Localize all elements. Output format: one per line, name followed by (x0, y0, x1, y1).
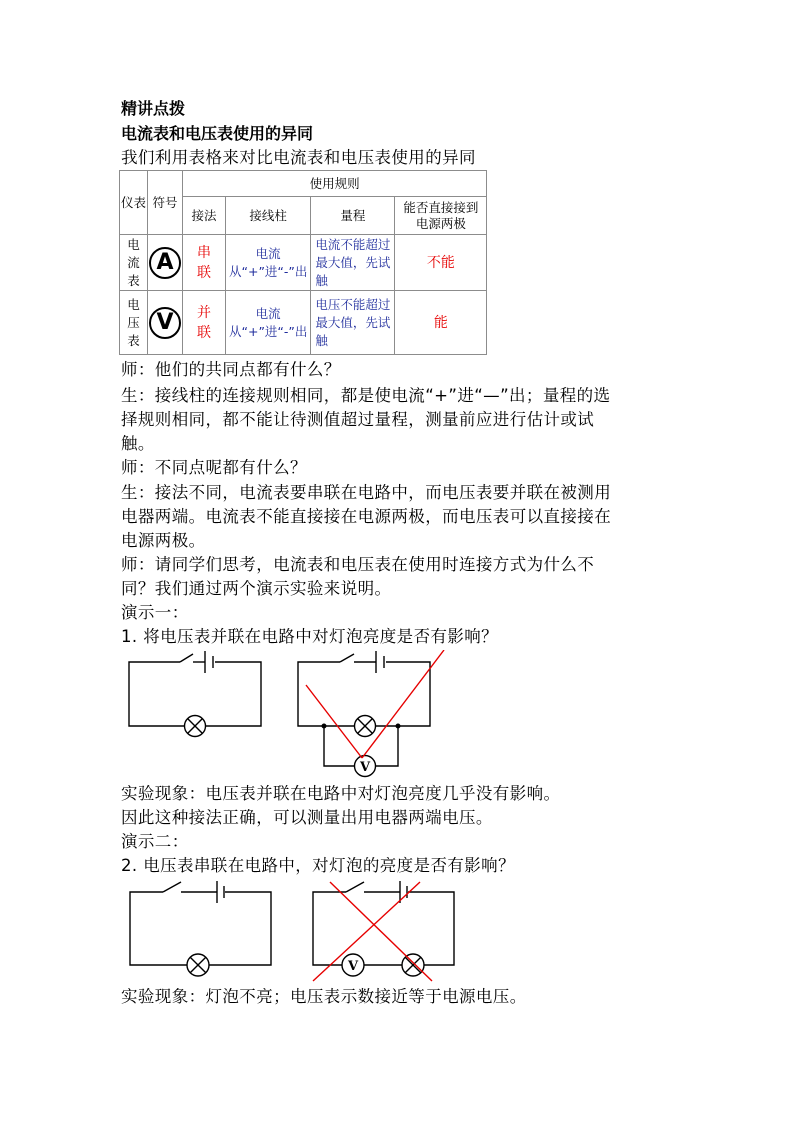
cell-symbol (148, 235, 183, 291)
circuit-wire (313, 892, 346, 965)
cell-direct: 不能 (395, 235, 487, 291)
dialogue-line: 生：接法不同，电流表要串联在电路中，而电压表要并联在被测用 (121, 483, 612, 502)
cell-instrument: 电压表 (120, 291, 148, 355)
comparison-table (119, 170, 487, 355)
dialogue-line: 同？我们通过两个演示实验来说明。 (121, 579, 392, 598)
header-range: 量程 (311, 197, 395, 235)
cell-instrument: 电流表 (120, 235, 148, 291)
dialogue-line: 触。 (121, 434, 155, 453)
demo2-basic-circuit (125, 877, 275, 982)
section-heading: 精讲点拨 (121, 99, 186, 118)
ammeter-icon: A (149, 247, 181, 279)
junction-dot (322, 724, 326, 728)
cross-mark (362, 650, 444, 758)
header-rules: 使用规则 (183, 171, 487, 197)
cell-terminals: 电流从“+”进“-”出 (226, 291, 311, 355)
circuit-wire (298, 662, 354, 726)
circuit-wire (209, 892, 271, 965)
circuit-wire (376, 726, 398, 766)
header-terminals: 接线柱 (226, 197, 311, 235)
switch-icon (340, 654, 354, 662)
switch-icon (180, 654, 193, 662)
dialogue-line: 择规则相同，都不能让待测值超过量程，测量前应进行估计或试 (121, 410, 595, 429)
switch-icon (346, 882, 364, 892)
demo1-parallel-voltmeter-circuit (294, 650, 454, 780)
dialogue-line: 电源两极。 (121, 531, 206, 550)
header-method: 接法 (183, 197, 226, 235)
dialogue-line: 电器两端。电流表不能直接接在电源两极，而电压表可以直接接在 (121, 507, 612, 526)
cell-method: 串联 (183, 235, 226, 291)
cell-direct: 能 (395, 291, 487, 355)
header-direct: 能否直接接到电源两极 (395, 197, 487, 235)
cell-range: 电压不能超过最大值，先试触 (311, 291, 395, 355)
dialogue-line: 师：请同学们思考，电流表和电压表在使用时连接方式为什么不 (121, 555, 595, 574)
circuit-wire (130, 892, 187, 965)
junction-dot (396, 724, 400, 728)
demo1-question: 1. 将电压表并联在电路中对灯泡亮度是否有影响？ (121, 627, 499, 646)
circuit-wire (324, 726, 354, 766)
dialogue-line: 师：不同点呢都有什么？ (121, 458, 307, 477)
section-subheading: 电流表和电压表使用的异同 (121, 124, 314, 143)
circuit-wire (206, 662, 261, 726)
demo2-observation: 实验现象：灯泡不亮；电压表示数接近等于电源电压。 (121, 987, 527, 1006)
cell-terminals: 电流从“+”进“-”出 (226, 235, 311, 291)
dialogue-line: 师：他们的共同点都有什么？ (121, 360, 341, 379)
demo1-title: 演示一： (121, 603, 189, 622)
demo1-basic-circuit (125, 650, 275, 745)
switch-icon (163, 882, 181, 892)
voltmeter-icon: V (149, 307, 181, 339)
demo2-title: 演示二： (121, 832, 189, 851)
cross-mark (306, 685, 362, 758)
voltmeter-label: V (347, 959, 359, 974)
demo1-conclusion: 因此这种接法正确，可以测量出用电器两端电压。 (121, 808, 493, 827)
table-row (120, 291, 487, 355)
cell-symbol (148, 291, 183, 355)
voltmeter-label: V (359, 760, 371, 775)
circuit-wire (376, 662, 430, 726)
cell-range: 电流不能超过最大值，先试触 (311, 235, 395, 291)
header-instrument: 仪表 (120, 171, 148, 235)
intro-text: 我们利用表格来对比电流表和电压表使用的异同 (121, 148, 476, 167)
demo2-series-voltmeter-circuit (308, 877, 463, 982)
cell-method: 并联 (183, 291, 226, 355)
demo1-observation: 实验现象：电压表并联在电路中对灯泡亮度几乎没有影响。 (121, 784, 561, 803)
circuit-wire (129, 662, 184, 726)
dialogue-line: 生：接线柱的连接规则相同，都是使电流“+”进“—”出；量程的选 (121, 386, 611, 405)
demo2-question: 2. 电压表串联在电路中，对灯泡的亮度是否有影响？ (121, 856, 515, 875)
header-symbol: 符号 (148, 171, 183, 235)
table-row (120, 235, 487, 291)
